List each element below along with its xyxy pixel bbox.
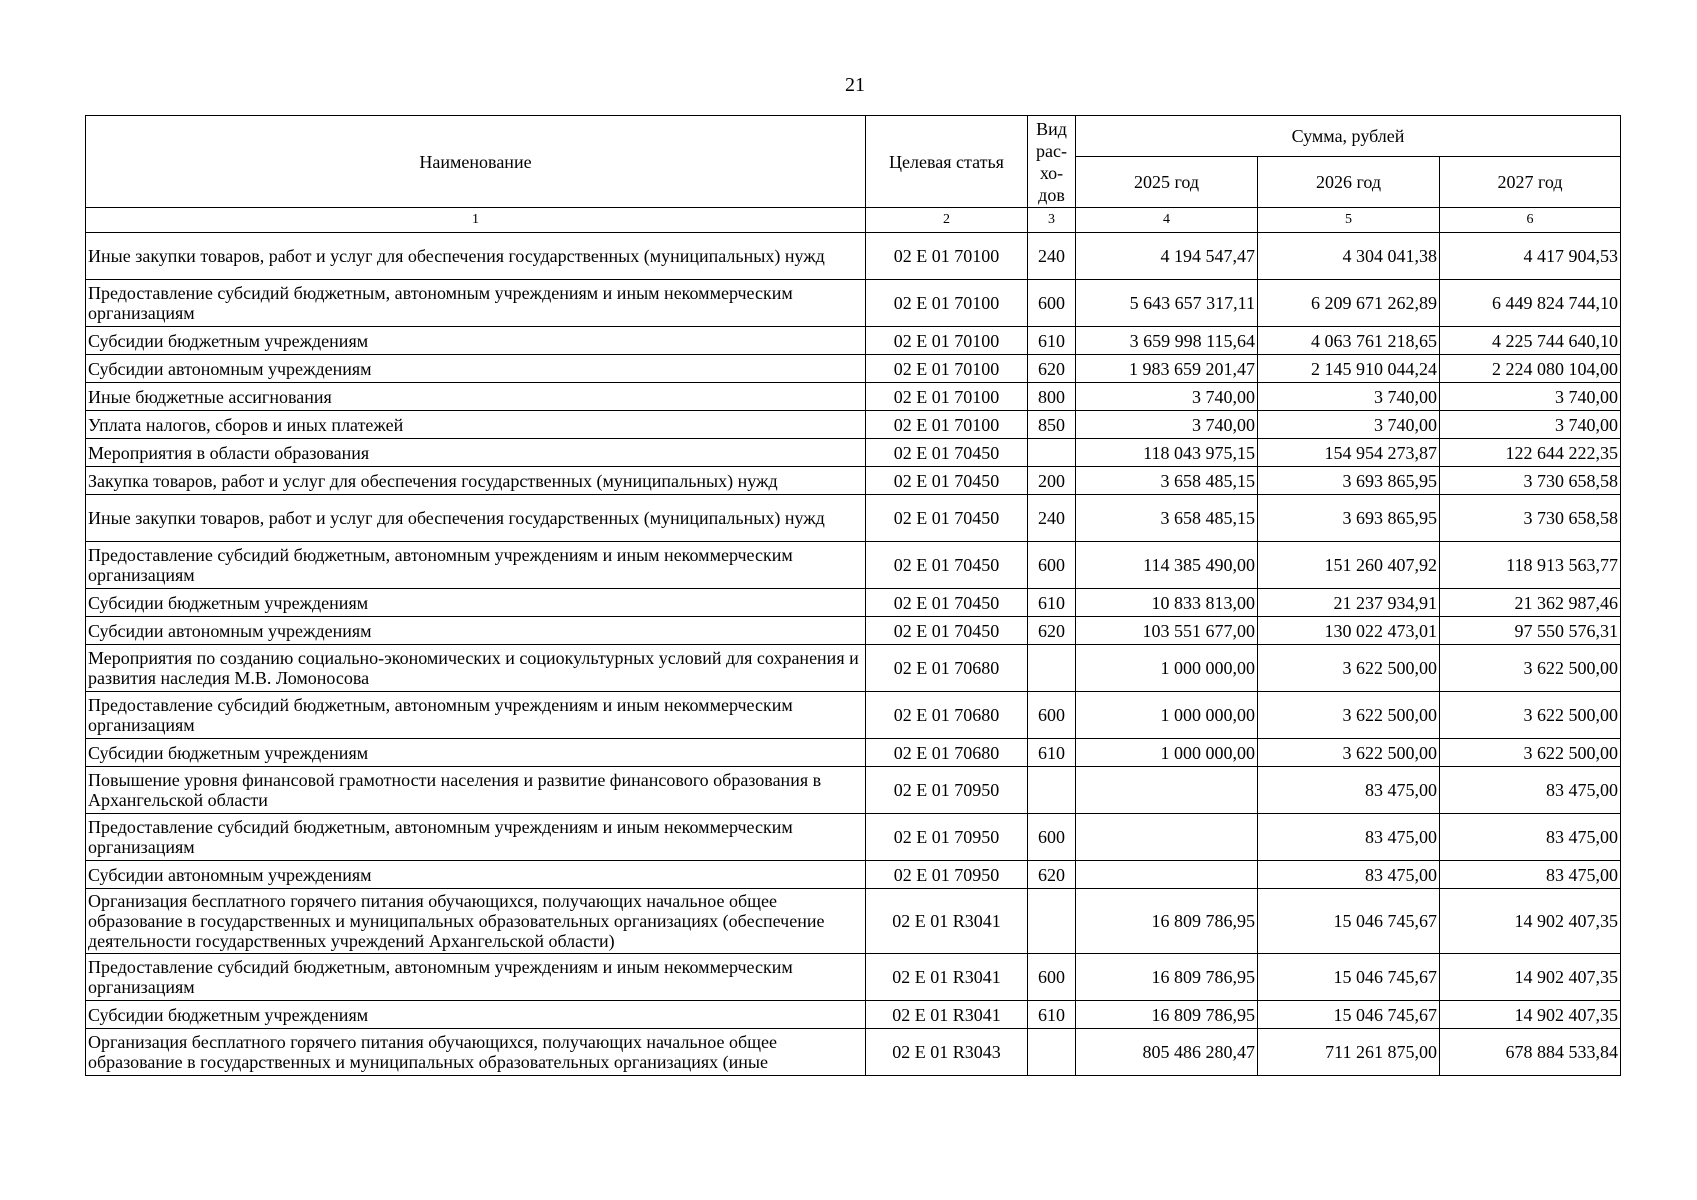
table-row [86, 495, 1621, 542]
table-cell-amount-2027: 97 550 576,31 [1440, 617, 1621, 645]
table-cell-name: Иные бюджетные ассигнования [86, 383, 866, 411]
table-cell-amount-2026: 4 304 041,38 [1258, 233, 1440, 280]
header-target-article: Целевая статья [866, 116, 1028, 208]
table-cell-expense-kind [1028, 767, 1076, 814]
header-row-column-numbers [86, 208, 1621, 233]
table-row [86, 327, 1621, 355]
table-cell-name: Мероприятия по созданию социально-экономических и социокультурных условий для сохранения и развития наследия М.В. Ломоносова [86, 645, 866, 692]
table-cell-amount-2026: 2 145 910 044,24 [1258, 355, 1440, 383]
table-cell-expense-kind: 600 [1028, 954, 1076, 1001]
table-cell-amount-2026: 83 475,00 [1258, 861, 1440, 889]
table-cell-amount-2025: 16 809 786,95 [1076, 954, 1258, 1001]
table-row [86, 411, 1621, 439]
table-cell-target-article: 02 Е 01 70450 [866, 495, 1028, 542]
table-cell-amount-2025: 3 740,00 [1076, 411, 1258, 439]
table-cell-name: Повышение уровня финансовой грамотности населения и развитие финансового образования в Архангельской области [86, 767, 866, 814]
table-cell-amount-2026: 154 954 273,87 [1258, 439, 1440, 467]
table-row [86, 383, 1621, 411]
table-cell-target-article: 02 Е 01 70950 [866, 814, 1028, 861]
table-cell-name: Субсидии автономным учреждениям [86, 861, 866, 889]
table-cell-amount-2026: 15 046 745,67 [1258, 954, 1440, 1001]
table-cell-amount-2027: 3 740,00 [1440, 383, 1621, 411]
table-cell-amount-2026: 83 475,00 [1258, 767, 1440, 814]
table-cell-expense-kind: 600 [1028, 280, 1076, 327]
table-cell-target-article: 02 Е 01 70450 [866, 589, 1028, 617]
table-cell-name: Предоставление субсидий бюджетным, автономным учреждениям и иным некоммерческим организациям [86, 542, 866, 589]
table-row [86, 767, 1621, 814]
table-cell-expense-kind: 200 [1028, 467, 1076, 495]
page-number: 21 [845, 74, 865, 96]
table-cell-target-article: 02 Е 01 70680 [866, 692, 1028, 739]
table-cell-amount-2026: 3 622 500,00 [1258, 739, 1440, 767]
table-cell-amount-2027: 4 225 744 640,10 [1440, 327, 1621, 355]
table-cell-amount-2025: 3 659 998 115,64 [1076, 327, 1258, 355]
table-cell-name: Организация бесплатного горячего питания обучающихся, получающих начальное общее образование в государственных и муниципальных образовательных организациях (иные [86, 1029, 866, 1076]
table-cell-expense-kind [1028, 1029, 1076, 1076]
table-row [86, 889, 1621, 954]
table-cell-expense-kind [1028, 439, 1076, 467]
table-cell-name: Субсидии бюджетным учреждениям [86, 589, 866, 617]
table-cell-expense-kind [1028, 645, 1076, 692]
table-cell-target-article: 02 Е 01 70100 [866, 383, 1028, 411]
table-cell-name: Субсидии бюджетным учреждениям [86, 1001, 866, 1029]
table-cell-name: Предоставление субсидий бюджетным, автономным учреждениям и иным некоммерческим организациям [86, 814, 866, 861]
table-cell-target-article: 02 Е 01 70450 [866, 542, 1028, 589]
table-cell-amount-2027: 83 475,00 [1440, 861, 1621, 889]
table-cell-expense-kind: 610 [1028, 1001, 1076, 1029]
table-cell-amount-2025: 1 983 659 201,47 [1076, 355, 1258, 383]
table-cell-amount-2025: 805 486 280,47 [1076, 1029, 1258, 1076]
table-cell-target-article: 02 Е 01 70450 [866, 617, 1028, 645]
table-row [86, 355, 1621, 383]
table-cell-amount-2026: 3 693 865,95 [1258, 467, 1440, 495]
budget-table [85, 115, 1621, 1076]
table-row [86, 645, 1621, 692]
header-name: Наименование [86, 116, 866, 208]
table-cell-expense-kind: 240 [1028, 233, 1076, 280]
table-cell-amount-2025 [1076, 861, 1258, 889]
table-cell-amount-2025: 16 809 786,95 [1076, 889, 1258, 954]
table-cell-amount-2027: 3 730 658,58 [1440, 495, 1621, 542]
table-cell-amount-2026: 15 046 745,67 [1258, 889, 1440, 954]
header-year-2025: 2025 год [1076, 157, 1258, 208]
header-year-2026: 2026 год [1258, 157, 1440, 208]
table-cell-target-article: 02 Е 01 70680 [866, 739, 1028, 767]
table-cell-amount-2025 [1076, 767, 1258, 814]
table-header [86, 116, 1621, 233]
table-cell-target-article: 02 Е 01 70950 [866, 767, 1028, 814]
table-cell-amount-2027: 83 475,00 [1440, 767, 1621, 814]
table-cell-amount-2025: 5 643 657 317,11 [1076, 280, 1258, 327]
table-cell-expense-kind: 600 [1028, 692, 1076, 739]
table-cell-expense-kind [1028, 889, 1076, 954]
table-cell-amount-2026: 151 260 407,92 [1258, 542, 1440, 589]
table-row [86, 542, 1621, 589]
table-cell-amount-2026: 4 063 761 218,65 [1258, 327, 1440, 355]
table-cell-amount-2027: 21 362 987,46 [1440, 589, 1621, 617]
table-cell-expense-kind: 850 [1028, 411, 1076, 439]
table-cell-target-article: 02 Е 01 R3043 [866, 1029, 1028, 1076]
table-cell-amount-2027: 2 224 080 104,00 [1440, 355, 1621, 383]
table-cell-target-article: 02 Е 01 70100 [866, 233, 1028, 280]
table-row [86, 467, 1621, 495]
table-row [86, 692, 1621, 739]
table-cell-amount-2027: 3 740,00 [1440, 411, 1621, 439]
table-cell-name: Субсидии бюджетным учреждениям [86, 327, 866, 355]
table-cell-target-article: 02 Е 01 70100 [866, 411, 1028, 439]
table-cell-amount-2026: 3 740,00 [1258, 411, 1440, 439]
table-row [86, 814, 1621, 861]
table-cell-target-article: 02 Е 01 70450 [866, 467, 1028, 495]
table-cell-name: Субсидии бюджетным учреждениям [86, 739, 866, 767]
table-cell-amount-2027: 4 417 904,53 [1440, 233, 1621, 280]
table-cell-amount-2026: 6 209 671 262,89 [1258, 280, 1440, 327]
table-cell-expense-kind: 620 [1028, 617, 1076, 645]
table-row [86, 439, 1621, 467]
table-cell-expense-kind: 620 [1028, 355, 1076, 383]
table-cell-expense-kind: 610 [1028, 739, 1076, 767]
table-cell-amount-2027: 14 902 407,35 [1440, 889, 1621, 954]
table-cell-name: Субсидии автономным учреждениям [86, 355, 866, 383]
table-row [86, 233, 1621, 280]
table-cell-target-article: 02 Е 01 70100 [866, 280, 1028, 327]
table-cell-target-article: 02 Е 01 R3041 [866, 1001, 1028, 1029]
column-number: 6 [1440, 208, 1621, 233]
table-cell-amount-2026: 21 237 934,91 [1258, 589, 1440, 617]
table-cell-target-article: 02 Е 01 R3041 [866, 889, 1028, 954]
table-cell-amount-2026: 130 022 473,01 [1258, 617, 1440, 645]
table-row [86, 739, 1621, 767]
table-cell-amount-2026: 3 740,00 [1258, 383, 1440, 411]
table-cell-amount-2025: 16 809 786,95 [1076, 1001, 1258, 1029]
table-cell-expense-kind: 620 [1028, 861, 1076, 889]
table-cell-amount-2025: 1 000 000,00 [1076, 692, 1258, 739]
table-cell-amount-2025: 1 000 000,00 [1076, 739, 1258, 767]
table-cell-expense-kind: 600 [1028, 542, 1076, 589]
table-cell-amount-2025: 118 043 975,15 [1076, 439, 1258, 467]
table-cell-expense-kind: 800 [1028, 383, 1076, 411]
table-cell-amount-2027: 118 913 563,77 [1440, 542, 1621, 589]
table-cell-amount-2027: 14 902 407,35 [1440, 1001, 1621, 1029]
header-year-2027: 2027 год [1440, 157, 1621, 208]
table-cell-amount-2027: 3 622 500,00 [1440, 692, 1621, 739]
table-cell-amount-2026: 3 622 500,00 [1258, 692, 1440, 739]
table-cell-target-article: 02 Е 01 70450 [866, 439, 1028, 467]
table-cell-amount-2025: 10 833 813,00 [1076, 589, 1258, 617]
table-cell-amount-2025: 114 385 490,00 [1076, 542, 1258, 589]
table-cell-expense-kind: 600 [1028, 814, 1076, 861]
table-cell-name: Уплата налогов, сборов и иных платежей [86, 411, 866, 439]
table-cell-amount-2025: 3 658 485,15 [1076, 467, 1258, 495]
table-cell-amount-2027: 3 622 500,00 [1440, 739, 1621, 767]
table-cell-expense-kind: 610 [1028, 327, 1076, 355]
column-number: 5 [1258, 208, 1440, 233]
table-cell-name: Субсидии автономным учреждениям [86, 617, 866, 645]
table-cell-amount-2026: 83 475,00 [1258, 814, 1440, 861]
column-number: 3 [1028, 208, 1076, 233]
table-cell-amount-2025: 103 551 677,00 [1076, 617, 1258, 645]
table-cell-target-article: 02 Е 01 R3041 [866, 954, 1028, 1001]
table-row [86, 280, 1621, 327]
table-cell-amount-2025: 3 658 485,15 [1076, 495, 1258, 542]
header-sum: Сумма, рублей [1076, 116, 1621, 157]
table-row [86, 861, 1621, 889]
table-cell-amount-2025: 3 740,00 [1076, 383, 1258, 411]
table-cell-name: Мероприятия в области образования [86, 439, 866, 467]
table-cell-expense-kind: 240 [1028, 495, 1076, 542]
table-cell-amount-2025: 4 194 547,47 [1076, 233, 1258, 280]
table-cell-amount-2027: 3 730 658,58 [1440, 467, 1621, 495]
column-number: 4 [1076, 208, 1258, 233]
column-number: 2 [866, 208, 1028, 233]
table-cell-target-article: 02 Е 01 70100 [866, 327, 1028, 355]
table-row [86, 954, 1621, 1001]
table-cell-amount-2026: 3 693 865,95 [1258, 495, 1440, 542]
table-body [86, 233, 1621, 1076]
table-row [86, 1001, 1621, 1029]
table-cell-name: Закупка товаров, работ и услуг для обеспечения государственных (муниципальных) нужд [86, 467, 866, 495]
table-cell-target-article: 02 Е 01 70680 [866, 645, 1028, 692]
table-cell-amount-2026: 711 261 875,00 [1258, 1029, 1440, 1076]
table-cell-amount-2027: 678 884 533,84 [1440, 1029, 1621, 1076]
table-cell-amount-2027: 6 449 824 744,10 [1440, 280, 1621, 327]
table-cell-target-article: 02 Е 01 70100 [866, 355, 1028, 383]
table-cell-amount-2026: 3 622 500,00 [1258, 645, 1440, 692]
table-cell-amount-2026: 15 046 745,67 [1258, 1001, 1440, 1029]
table-row [86, 617, 1621, 645]
table-cell-expense-kind: 610 [1028, 589, 1076, 617]
table-cell-name: Иные закупки товаров, работ и услуг для обеспечения государственных (муниципальных) нужд [86, 495, 866, 542]
table-cell-amount-2027: 3 622 500,00 [1440, 645, 1621, 692]
table-cell-name: Иные закупки товаров, работ и услуг для обеспечения государственных (муниципальных) нужд [86, 233, 866, 280]
table-cell-amount-2025 [1076, 814, 1258, 861]
table-row [86, 589, 1621, 617]
table-cell-name: Организация бесплатного горячего питания обучающихся, получающих начальное общее образование в государственных и муниципальных образовательных организациях (обеспечение деятельности государственных учреждений Архангельской области) [86, 889, 866, 954]
table-cell-name: Предоставление субсидий бюджетным, автономным учреждениям и иным некоммерческим организациям [86, 692, 866, 739]
table-cell-name: Предоставление субсидий бюджетным, автономным учреждениям и иным некоммерческим организациям [86, 280, 866, 327]
table-cell-name: Предоставление субсидий бюджетным, автономным учреждениям и иным некоммерческим организациям [86, 954, 866, 1001]
table-cell-amount-2025: 1 000 000,00 [1076, 645, 1258, 692]
table-cell-amount-2027: 83 475,00 [1440, 814, 1621, 861]
table-cell-amount-2027: 14 902 407,35 [1440, 954, 1621, 1001]
table-row [86, 1029, 1621, 1076]
column-number: 1 [86, 208, 866, 233]
header-expense-kind: Вид рас-хо-дов [1028, 116, 1076, 208]
table-cell-amount-2027: 122 644 222,35 [1440, 439, 1621, 467]
header-row-top [86, 116, 1621, 157]
table-cell-target-article: 02 Е 01 70950 [866, 861, 1028, 889]
